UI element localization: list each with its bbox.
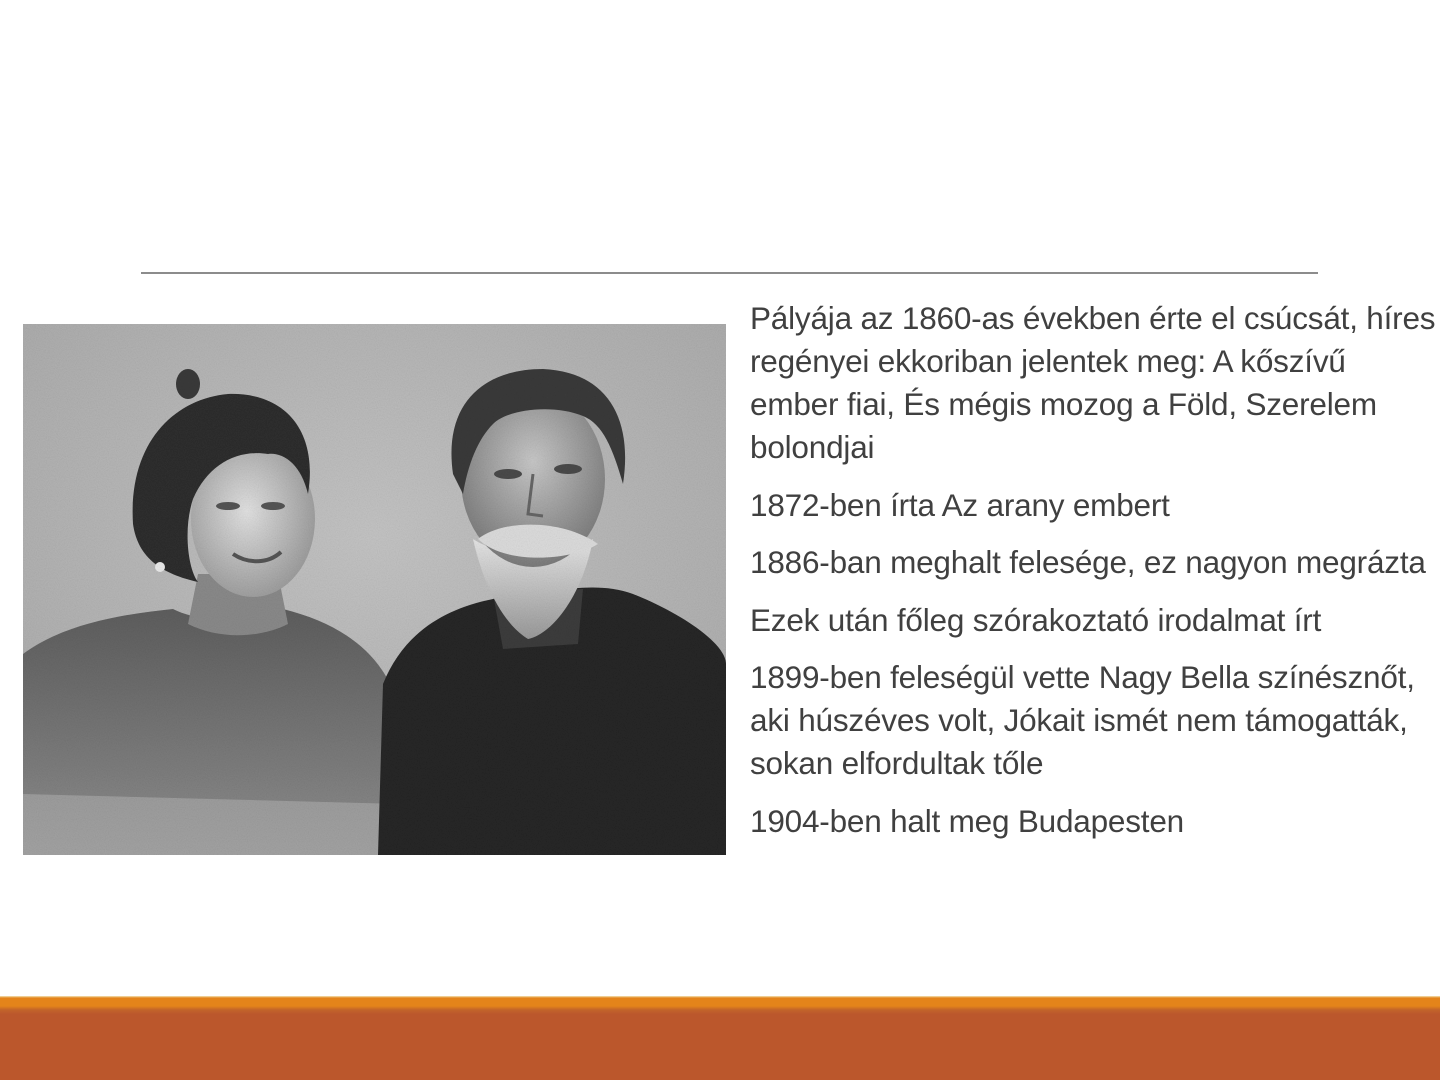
bullet-item: Ezek után főleg szórakoztató irodalmat írt xyxy=(750,601,1322,638)
footer-accent-bar xyxy=(0,996,1440,1080)
bullet-item: 1872-ben írta Az arany embert xyxy=(750,486,1170,523)
bullet-item: Pályája az 1860-as években érte el csúcsát, híres regényei ekkoriban jelentek meg: A kőszívű ember fiai, És mégis mozog a Föld, Szerelem bolondjai xyxy=(750,300,1436,465)
bullet-item: 1904-ben halt meg Budapesten xyxy=(750,802,1184,839)
bullet-item: 1886-ban meghalt felesége, ez nagyon megrázta xyxy=(750,544,1426,580)
portrait-photo xyxy=(23,324,726,855)
bullet-item: 1899-ben feleségül vette Nagy Bella színésznőt, aki húszéves volt, Jókait ismét nem támogatták, sokan elfordultak tőle xyxy=(750,659,1415,781)
bullet-list xyxy=(750,297,1440,857)
title-divider-line xyxy=(141,272,1318,274)
